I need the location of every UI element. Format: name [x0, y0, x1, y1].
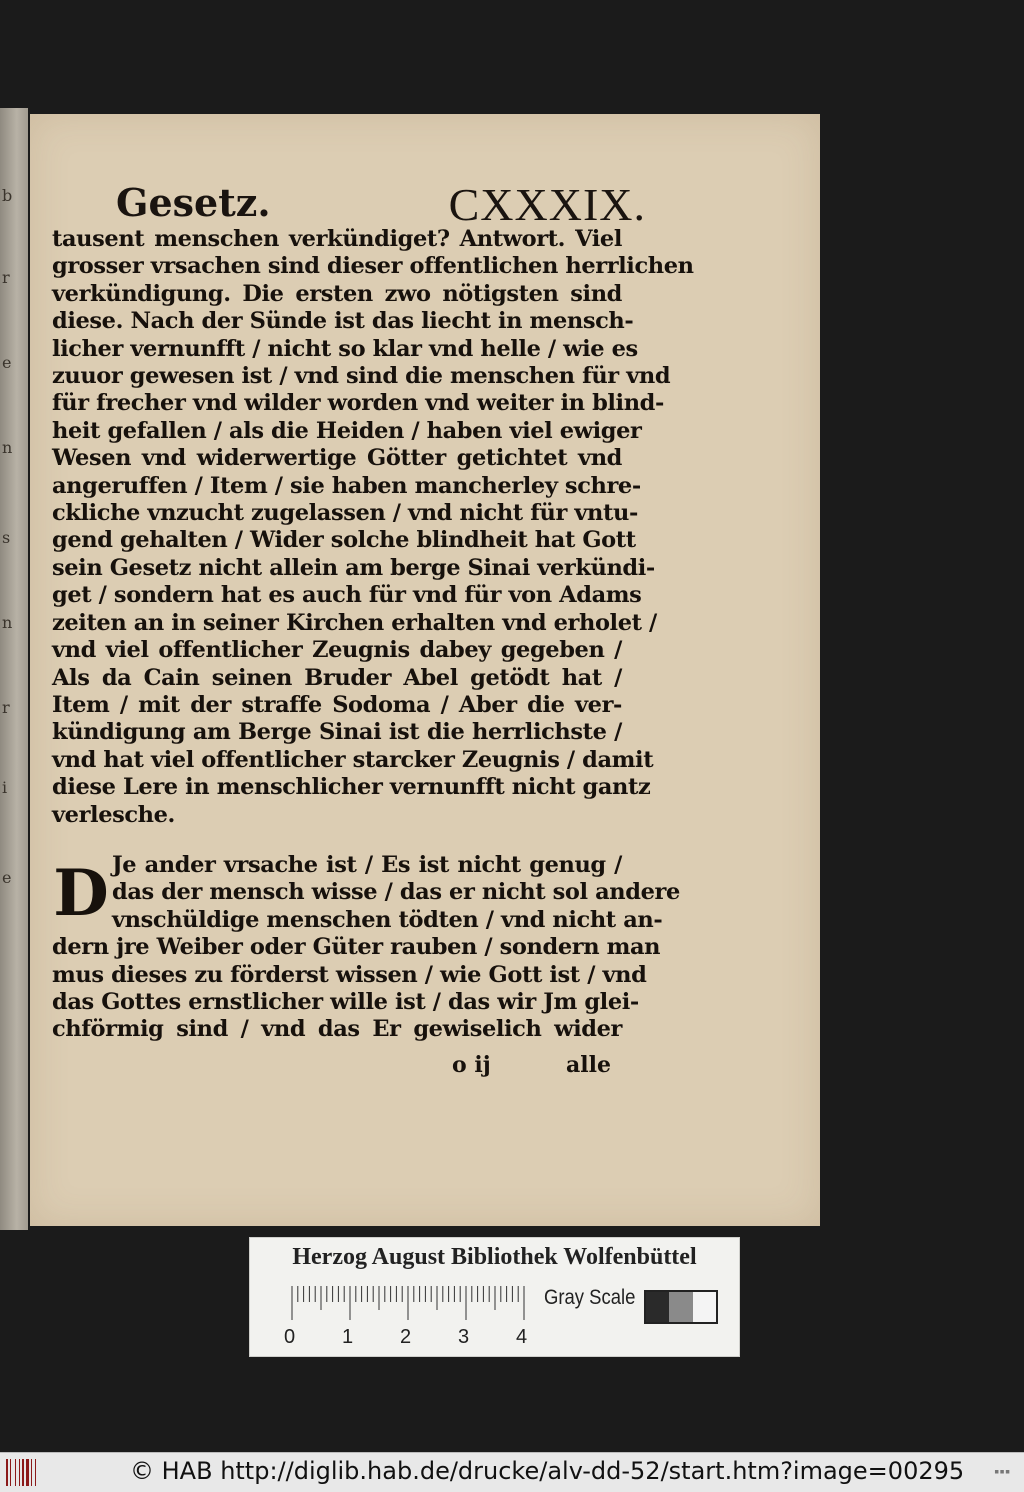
- text-line: vnd viel offentlicher Zeugnis dabey gegeben /: [52, 637, 622, 664]
- previous-page-edge: b r e n s n r i e: [0, 108, 28, 1230]
- text-line: diese Lere in menschlicher vernunfft nicht gantz: [52, 774, 651, 801]
- text-line: das der mensch wisse / das er nicht sol andere: [112, 879, 680, 906]
- text-line: verlesche.: [52, 801, 175, 828]
- color-reference-bar: [249, 1237, 740, 1357]
- text-line: Wesen vnd widerwertige Götter getichtet vnd: [52, 445, 622, 472]
- text-line: dern jre Weiber oder Güter rauben / sondern man: [52, 934, 661, 961]
- text-line: zuuor gewesen ist / vnd sind die menschen für vnd: [52, 363, 671, 390]
- gray-scale-label: Gray Scale: [544, 1286, 636, 1309]
- ruler-scale: [290, 1286, 530, 1320]
- footer-mark-icon: ▪▪▪: [994, 1467, 1011, 1477]
- text-line: Je ander vrsache ist / Es ist nicht genug /: [112, 852, 622, 878]
- paragraph-2: [52, 852, 680, 1044]
- ruler-number: 4: [516, 1326, 528, 1348]
- library-name: Herzog August Bibliothek Wolfenbüttel: [292, 1244, 697, 1270]
- initial-letter: D: [53, 856, 109, 931]
- text-line: verkündigung. Die ersten zwo nötigsten sind: [52, 280, 622, 307]
- text-line: zeiten an in seiner Kirchen erhalten vnd erholet /: [52, 609, 657, 636]
- signature-mark: o ij: [452, 1052, 491, 1078]
- ruler-number: 1: [342, 1326, 354, 1348]
- text-line: ckliche vnzucht zugelassen / vnd nicht für vntu-: [52, 500, 638, 527]
- text-line: vnd hat viel offentlicher starcker Zeugnis / damit: [52, 746, 654, 773]
- gray-scale-swatch: [644, 1290, 718, 1324]
- catchword: alle: [566, 1052, 611, 1078]
- running-head-title: Gesetz.: [116, 180, 271, 225]
- text-line: licher vernunfft / nicht so klar vnd helle / wie es: [52, 335, 638, 362]
- text-line: get / sondern hat es auch für vnd für von Adams: [52, 582, 642, 609]
- text-line: chförmig sind / vnd das Er gewiselich wider: [52, 1016, 622, 1043]
- text-line: heit gefallen / als die Heiden / haben viel ewiger: [52, 417, 642, 444]
- text-line: gend gehalten / Wider solche blindheit hat Gott: [52, 527, 636, 554]
- gray-swatch-cell: [669, 1292, 692, 1322]
- barcode-icon: [6, 1459, 46, 1486]
- paragraph-1: [52, 226, 694, 829]
- text-line: mus dieses zu förderst wissen / wie Gott ist / vnd: [52, 961, 647, 988]
- text-line: vnschüldige menschen tödten / vnd nicht an-: [112, 906, 663, 933]
- text-line: das Gottes ernstlicher wille ist / das wir Jm glei-: [52, 989, 639, 1016]
- text-line: sein Gesetz nicht allein am berge Sinai verkündi-: [52, 554, 655, 581]
- text-line: grosser vrsachen sind dieser offentlichen herrlichen: [52, 253, 694, 280]
- ruler-number: 0: [284, 1326, 296, 1348]
- footer-bar: [0, 1452, 1024, 1492]
- ruler-number: 2: [400, 1326, 412, 1348]
- copyright-link[interactable]: © HAB http://diglib.hab.de/drucke/alv-dd-52/start.htm?image=00295: [130, 1457, 965, 1485]
- ruler-number: 3: [458, 1326, 470, 1348]
- text-line: Als da Cain seinen Bruder Abel getödt hat /: [52, 664, 622, 691]
- folio-number: CXXXIX.: [448, 179, 646, 230]
- gray-swatch-cell: [646, 1292, 669, 1322]
- text-line: für frecher vnd wilder worden vnd weiter in blind-: [52, 390, 664, 417]
- book-page: [30, 114, 820, 1226]
- text-line: Item / mit der straffe Sodoma / Aber die ver-: [52, 691, 622, 718]
- gray-swatch-cell: [693, 1292, 716, 1322]
- text-line: angeruffen / Item / sie haben mancherley schre-: [52, 472, 641, 499]
- ruler-numbers: [284, 1326, 544, 1352]
- text-line: tausent menschen verkündiget? Antwort. Viel: [52, 226, 622, 252]
- text-line: diese. Nach der Sünde ist das liecht in mensch-: [52, 308, 634, 335]
- text-line: kündigung am Berge Sinai ist die herrlichste /: [52, 719, 622, 746]
